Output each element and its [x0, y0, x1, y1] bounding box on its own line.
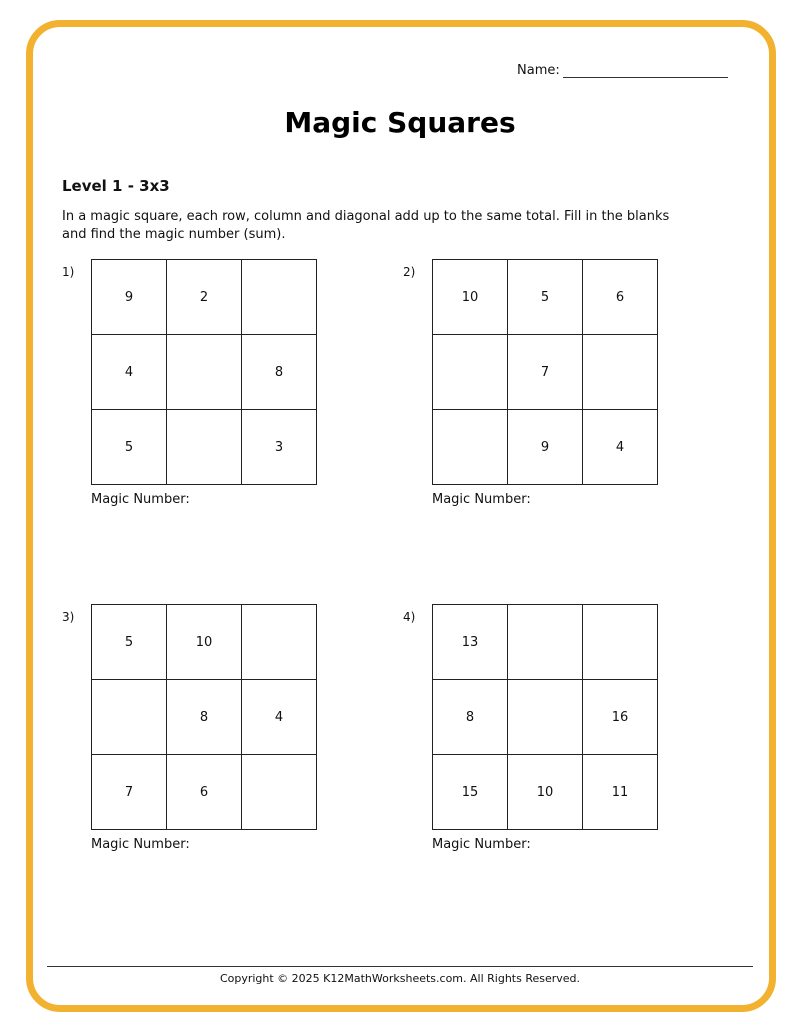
grid-cell[interactable] [508, 605, 583, 680]
grid-cell[interactable]: 10 [433, 260, 508, 335]
grid-cell[interactable] [583, 335, 658, 410]
grid-cell[interactable] [433, 410, 508, 485]
grid-cell[interactable]: 8 [242, 335, 317, 410]
grid-cell[interactable]: 8 [167, 680, 242, 755]
grid-cell[interactable]: 5 [92, 605, 167, 680]
grid-cell[interactable]: 13 [433, 605, 508, 680]
magic-square-grid [432, 259, 658, 485]
magic-number-label: Magic Number: [432, 492, 531, 507]
magic-square-grid [432, 604, 658, 830]
name-field[interactable] [517, 62, 728, 78]
page-title: Magic Squares [284, 106, 516, 139]
grid-cell[interactable]: 5 [508, 260, 583, 335]
grid-cell[interactable]: 9 [508, 410, 583, 485]
magic-number-label: Magic Number: [91, 492, 190, 507]
grid-cell[interactable]: 5 [92, 410, 167, 485]
magic-square-grid [91, 604, 317, 830]
grid-cell[interactable]: 7 [92, 755, 167, 830]
grid-cell[interactable]: 4 [583, 410, 658, 485]
copyright-footer: Copyright © 2025 K12MathWorksheets.com. All Rights Reserved. [219, 972, 581, 985]
grid-cell[interactable]: 4 [242, 680, 317, 755]
grid-cell[interactable]: 10 [508, 755, 583, 830]
grid-cell[interactable] [242, 755, 317, 830]
magic-number-label: Magic Number: [91, 837, 190, 852]
grid-cell[interactable]: 4 [92, 335, 167, 410]
grid-cell[interactable] [242, 260, 317, 335]
magic-number-label: Magic Number: [432, 837, 531, 852]
grid-cell[interactable]: 11 [583, 755, 658, 830]
grid-cell[interactable]: 8 [433, 680, 508, 755]
name-label: Name: [517, 63, 560, 78]
grid-cell[interactable]: 7 [508, 335, 583, 410]
level-heading: Level 1 - 3x3 [62, 177, 170, 195]
grid-cell[interactable]: 2 [167, 260, 242, 335]
grid-cell[interactable] [242, 605, 317, 680]
footer-divider [47, 966, 753, 967]
grid-cell[interactable] [92, 680, 167, 755]
grid-cell[interactable]: 15 [433, 755, 508, 830]
grid-cell[interactable]: 6 [583, 260, 658, 335]
grid-cell[interactable] [433, 335, 508, 410]
grid-cell[interactable] [508, 680, 583, 755]
page-frame [26, 20, 776, 1012]
magic-square-grid [91, 259, 317, 485]
instructions: In a magic square, each row, column and diagonal add up to the same total. Fill in the blanks and find the magic number (sum). [62, 209, 670, 242]
grid-cell[interactable]: 10 [167, 605, 242, 680]
grid-cell[interactable]: 9 [92, 260, 167, 335]
grid-cell[interactable]: 6 [167, 755, 242, 830]
grid-cell[interactable] [167, 410, 242, 485]
grid-cell[interactable]: 16 [583, 680, 658, 755]
name-blank[interactable] [563, 62, 728, 78]
problem-number: 1) [62, 265, 75, 279]
grid-cell[interactable] [583, 605, 658, 680]
problem-number: 3) [62, 610, 75, 624]
problem-number: 2) [403, 265, 416, 279]
problem-number: 4) [403, 610, 416, 624]
grid-cell[interactable]: 3 [242, 410, 317, 485]
grid-cell[interactable] [167, 335, 242, 410]
